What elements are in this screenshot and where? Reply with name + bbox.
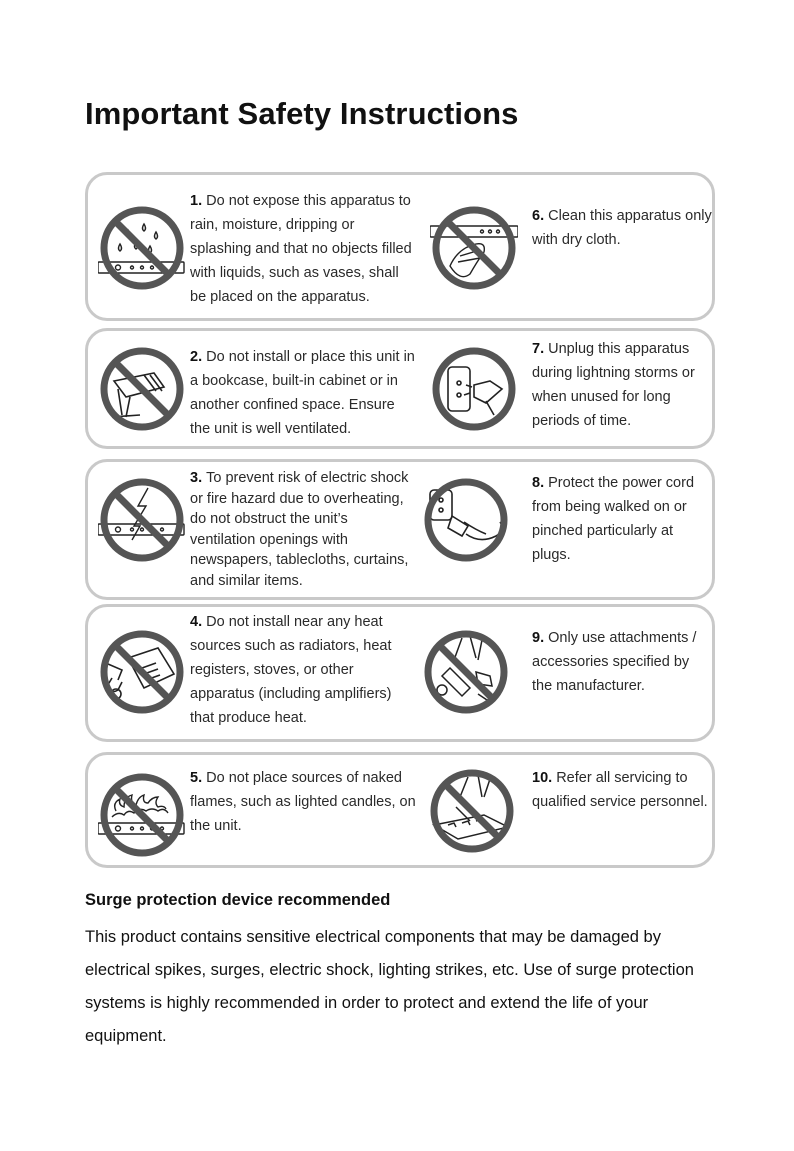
no-confined-space-icon [98,345,186,433]
instruction-number: 2. [190,349,203,365]
instruction-text: Do not install near any heat sources such as radiators, heat registers, stoves, or other apparatus (including amplifiers) that produce heat. [190,614,392,726]
instruction-5 [190,766,416,838]
power-cord-icon [422,476,510,564]
instruction-text: Protect the power cord from being walked on or pinched particularly at plugs. [532,475,695,563]
instruction-2 [190,345,416,441]
instruction-1 [190,189,416,309]
instruction-6 [532,204,712,252]
instruction-number: 1. [190,193,203,209]
instruction-number: 3. [190,470,203,486]
surge-protection-paragraph: This product contains sensitive electrical components that may be damaged by electrical spikes, surges, electric shock, lighting strikes, etc. Use of surge protection systems is highly recommended in order to protect and extend the life of your equipment. [85,928,694,1045]
no-liquids-icon [98,204,186,292]
dry-cloth-icon [430,204,518,292]
instruction-text: Clean this apparatus only with dry cloth. [532,208,712,248]
instruction-4 [190,610,416,730]
no-open-flame-icon [98,771,186,859]
no-heat-source-icon [98,628,186,716]
instruction-10 [532,766,712,814]
page-title: Important Safety Instructions [85,96,519,131]
instruction-text: Do not install or place this unit in a bookcase, built-in cabinet or in another confined space. Ensure the unit is well ventilated. [190,349,415,437]
no-self-servicing-icon [428,767,516,855]
instruction-text: Do not place sources of naked flames, such as lighted candles, on the unit. [190,770,416,834]
instruction-text: Refer all servicing to qualified service personnel. [532,770,708,810]
no-unauthorized-accessories-icon [422,628,510,716]
instruction-text: Only use attachments / accessories specified by the manufacturer. [532,630,697,694]
instruction-text: Unplug this apparatus during lightning storms or when unused for long periods of time. [532,341,695,429]
instruction-number: 9. [532,630,545,646]
instruction-text: To prevent risk of electric shock or fire hazard due to overheating, do not obstruct the unit’s ventilation openings with newspapers, tablecloths, curtains, and similar items. [190,470,409,589]
instruction-number: 6. [532,208,545,224]
no-obstruct-ventilation-icon [98,476,186,564]
instruction-8 [532,471,712,567]
surge-protection-heading: Surge protection device recommended [85,891,391,909]
instruction-number: 7. [532,341,545,357]
instruction-9 [532,626,712,698]
instruction-number: 5. [190,770,203,786]
instruction-number: 8. [532,475,545,491]
unplug-icon [430,345,518,433]
instruction-7 [532,337,712,433]
instruction-number: 4. [190,614,203,630]
instruction-text: Do not expose this apparatus to rain, moisture, dripping or splashing and that no objects filled with liquids, such as vases, shall be placed on the apparatus. [190,193,412,305]
instruction-3 [190,468,416,591]
instruction-number: 10. [532,770,553,786]
